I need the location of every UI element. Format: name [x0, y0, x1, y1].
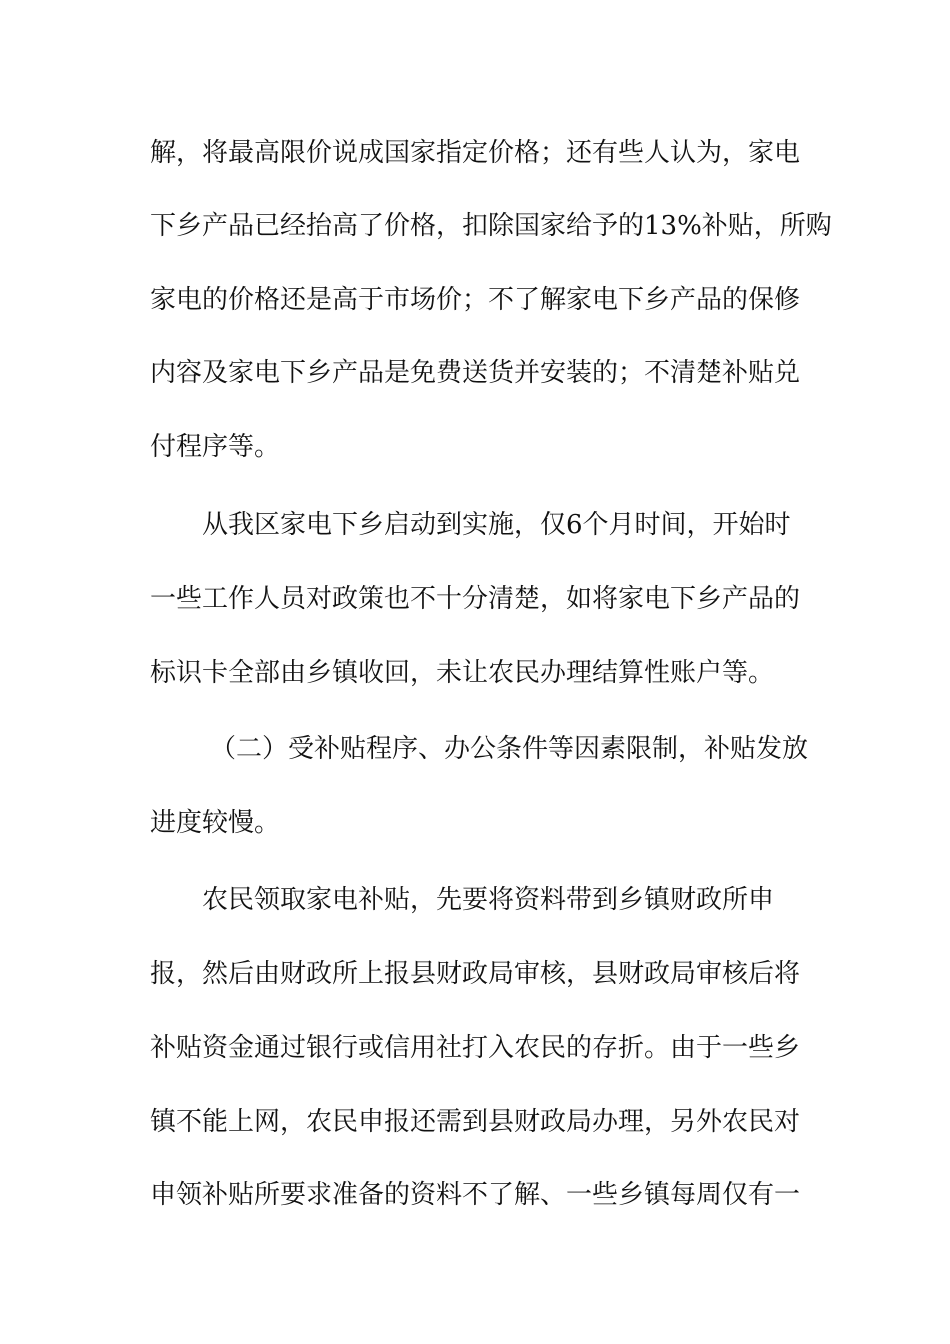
section-heading-line-1: （二）受补贴程序、办公条件等因素限制，补贴发放: [210, 734, 809, 764]
paragraph-2-line-3: 标识卡全部由乡镇收回，未让农民办理结算性账户等。: [150, 658, 775, 688]
paragraph-3-line-4: 镇不能上网，农民申报还需到县财政局办理，另外农民对: [150, 1107, 801, 1137]
section-heading-line-2: 进度较慢。: [150, 808, 281, 838]
paragraph-2-line-1: 从我区家电下乡启动到实施，仅6个月时间，开始时: [202, 510, 791, 540]
text-line-3: 家电的价格还是高于市场价；不了解家电下乡产品的保修: [150, 285, 801, 315]
paragraph-3-line-3: 补贴资金通过银行或信用社打入农民的存折。由于一些乡: [150, 1033, 801, 1063]
text-line-1: 解，将最高限价说成国家指定价格；还有些人认为，家电: [150, 138, 801, 168]
paragraph-3-line-2: 报，然后由财政所上报县财政局审核，县财政局审核后将: [150, 959, 801, 989]
paragraph-2-line-2: 一些工作人员对政策也不十分清楚，如将家电下乡产品的: [150, 584, 801, 614]
paragraph-3-line-1: 农民领取家电补贴，先要将资料带到乡镇财政所申: [202, 885, 775, 915]
text-line-5: 付程序等。: [150, 432, 281, 462]
text-line-4: 内容及家电下乡产品是免费送货并安装的；不清楚补贴兑: [150, 358, 801, 388]
paragraph-3-line-5: 申领补贴所要求准备的资料不了解、一些乡镇每周仅有一: [150, 1180, 801, 1210]
text-line-2: 下乡产品已经抬高了价格，扣除国家给予的13%补贴，所购: [150, 211, 832, 241]
